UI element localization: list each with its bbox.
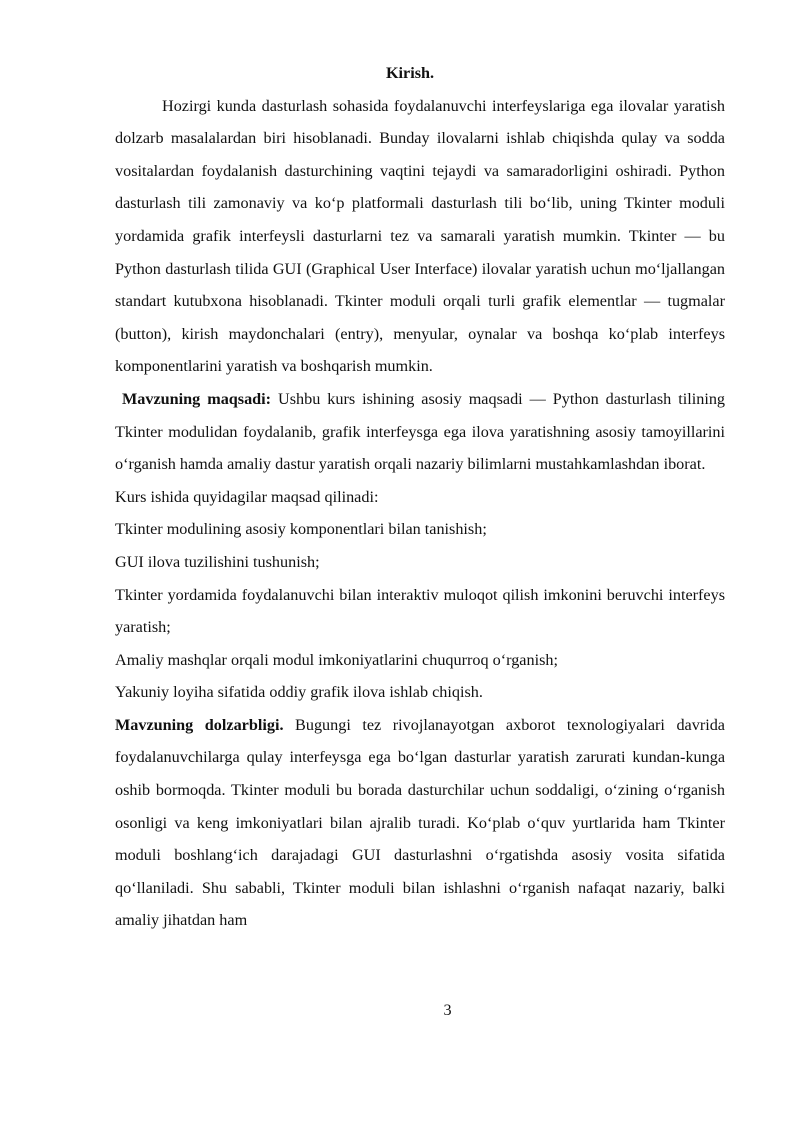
list-item: Yakuniy loyiha sifatida oddiy grafik ilova ishlab chiqish. — [115, 683, 483, 702]
list-item: Tkinter modulining asosiy komponentlari bilan tanishish; — [115, 520, 487, 539]
relevance-paragraph — [115, 709, 725, 937]
goal-heading: Mavzuning maqsadi: — [121, 389, 272, 408]
intro-paragraph: Hozirgi kunda dasturlash sohasida foydalanuvchi interfeyslariga ega ilovalar yaratish dolzarb masalalardan biri hisoblanadi. Bunday ilovalarni ishlab chiqishda qulay va sodda vositalardan foydalanish dasturchining vaqtini tejaydi va samaradorligini oshiradi. Python dasturlash tili zamonaviy va ko‘p platformali dasturlash tili bo‘lib, uning Tkinter moduli yordamida grafik interfeysli dasturlarni tez va samarali yaratish mumkin. Tkinter — bu Python dasturlash tilida GUI (Graphical User Interface) ilovalar yaratish uchun mo‘ljallangan standart kutubxona hisoblanadi. Tkinter moduli orqali turli grafik elementlar — tugmalar (button), kirish maydonchalari (entry), menyular, oynalar va boshqa ko‘plab interfeys komponentlarini yaratish va boshqarish mumkin. — [115, 96, 725, 376]
document-page — [115, 57, 725, 937]
goal-paragraph — [115, 383, 725, 481]
relevance-heading: Mavzuning dolzarbligi. — [115, 715, 284, 734]
section-title: Kirish. — [385, 64, 435, 82]
list-intro: Kurs ishida quyidagilar maqsad qilinadi: — [115, 487, 379, 506]
goal-text: Ushbu kurs ishining asosiy maqsadi — Python dasturlash tilining Tkinter modulidan foydalanib, grafik interfeysga ega ilova yaratishning asosiy tamoyillarini o‘rganish hamda amaliy dastur yaratish orqali nazariy bilimlarni mustahkamlashdan iborat. — [115, 389, 726, 474]
relevance-text: Bugungi tez rivojlanayotgan axborot texnologiyalari davrida foydalanuvchilarga qulay interfeysga ega bo‘lgan dasturlar yaratish zarurati kundan-kunga oshib bormoqda. Tkinter moduli bu borada dasturchilar uchun soddaligi, o‘zining o‘rganish osonligi va keng imkoniyatlari bilan ajralib turadi. Ko‘plab o‘quv yurtlarida ham Tkinter moduli boshlang‘ich darajadagi GUI dasturlashni o‘rgatishda asosiy vosita sifatida qo‘llaniladi. Shu sababli, Tkinter moduli bilan ishlashni o‘rganish nafaqat nazariy, balki amaliy jihatdan ham — [115, 715, 725, 930]
page-number: 3 — [443, 1001, 452, 1019]
list-item: Tkinter yordamida foydalanuvchi bilan interaktiv muloqot qilish imkonini beruvchi interfeys yaratish; — [115, 585, 725, 637]
list-item: Amaliy mashqlar orqali modul imkoniyatlarini chuqurroq o‘rganish; — [115, 650, 558, 669]
list-item: GUI ilova tuzilishini tushunish; — [115, 552, 320, 571]
